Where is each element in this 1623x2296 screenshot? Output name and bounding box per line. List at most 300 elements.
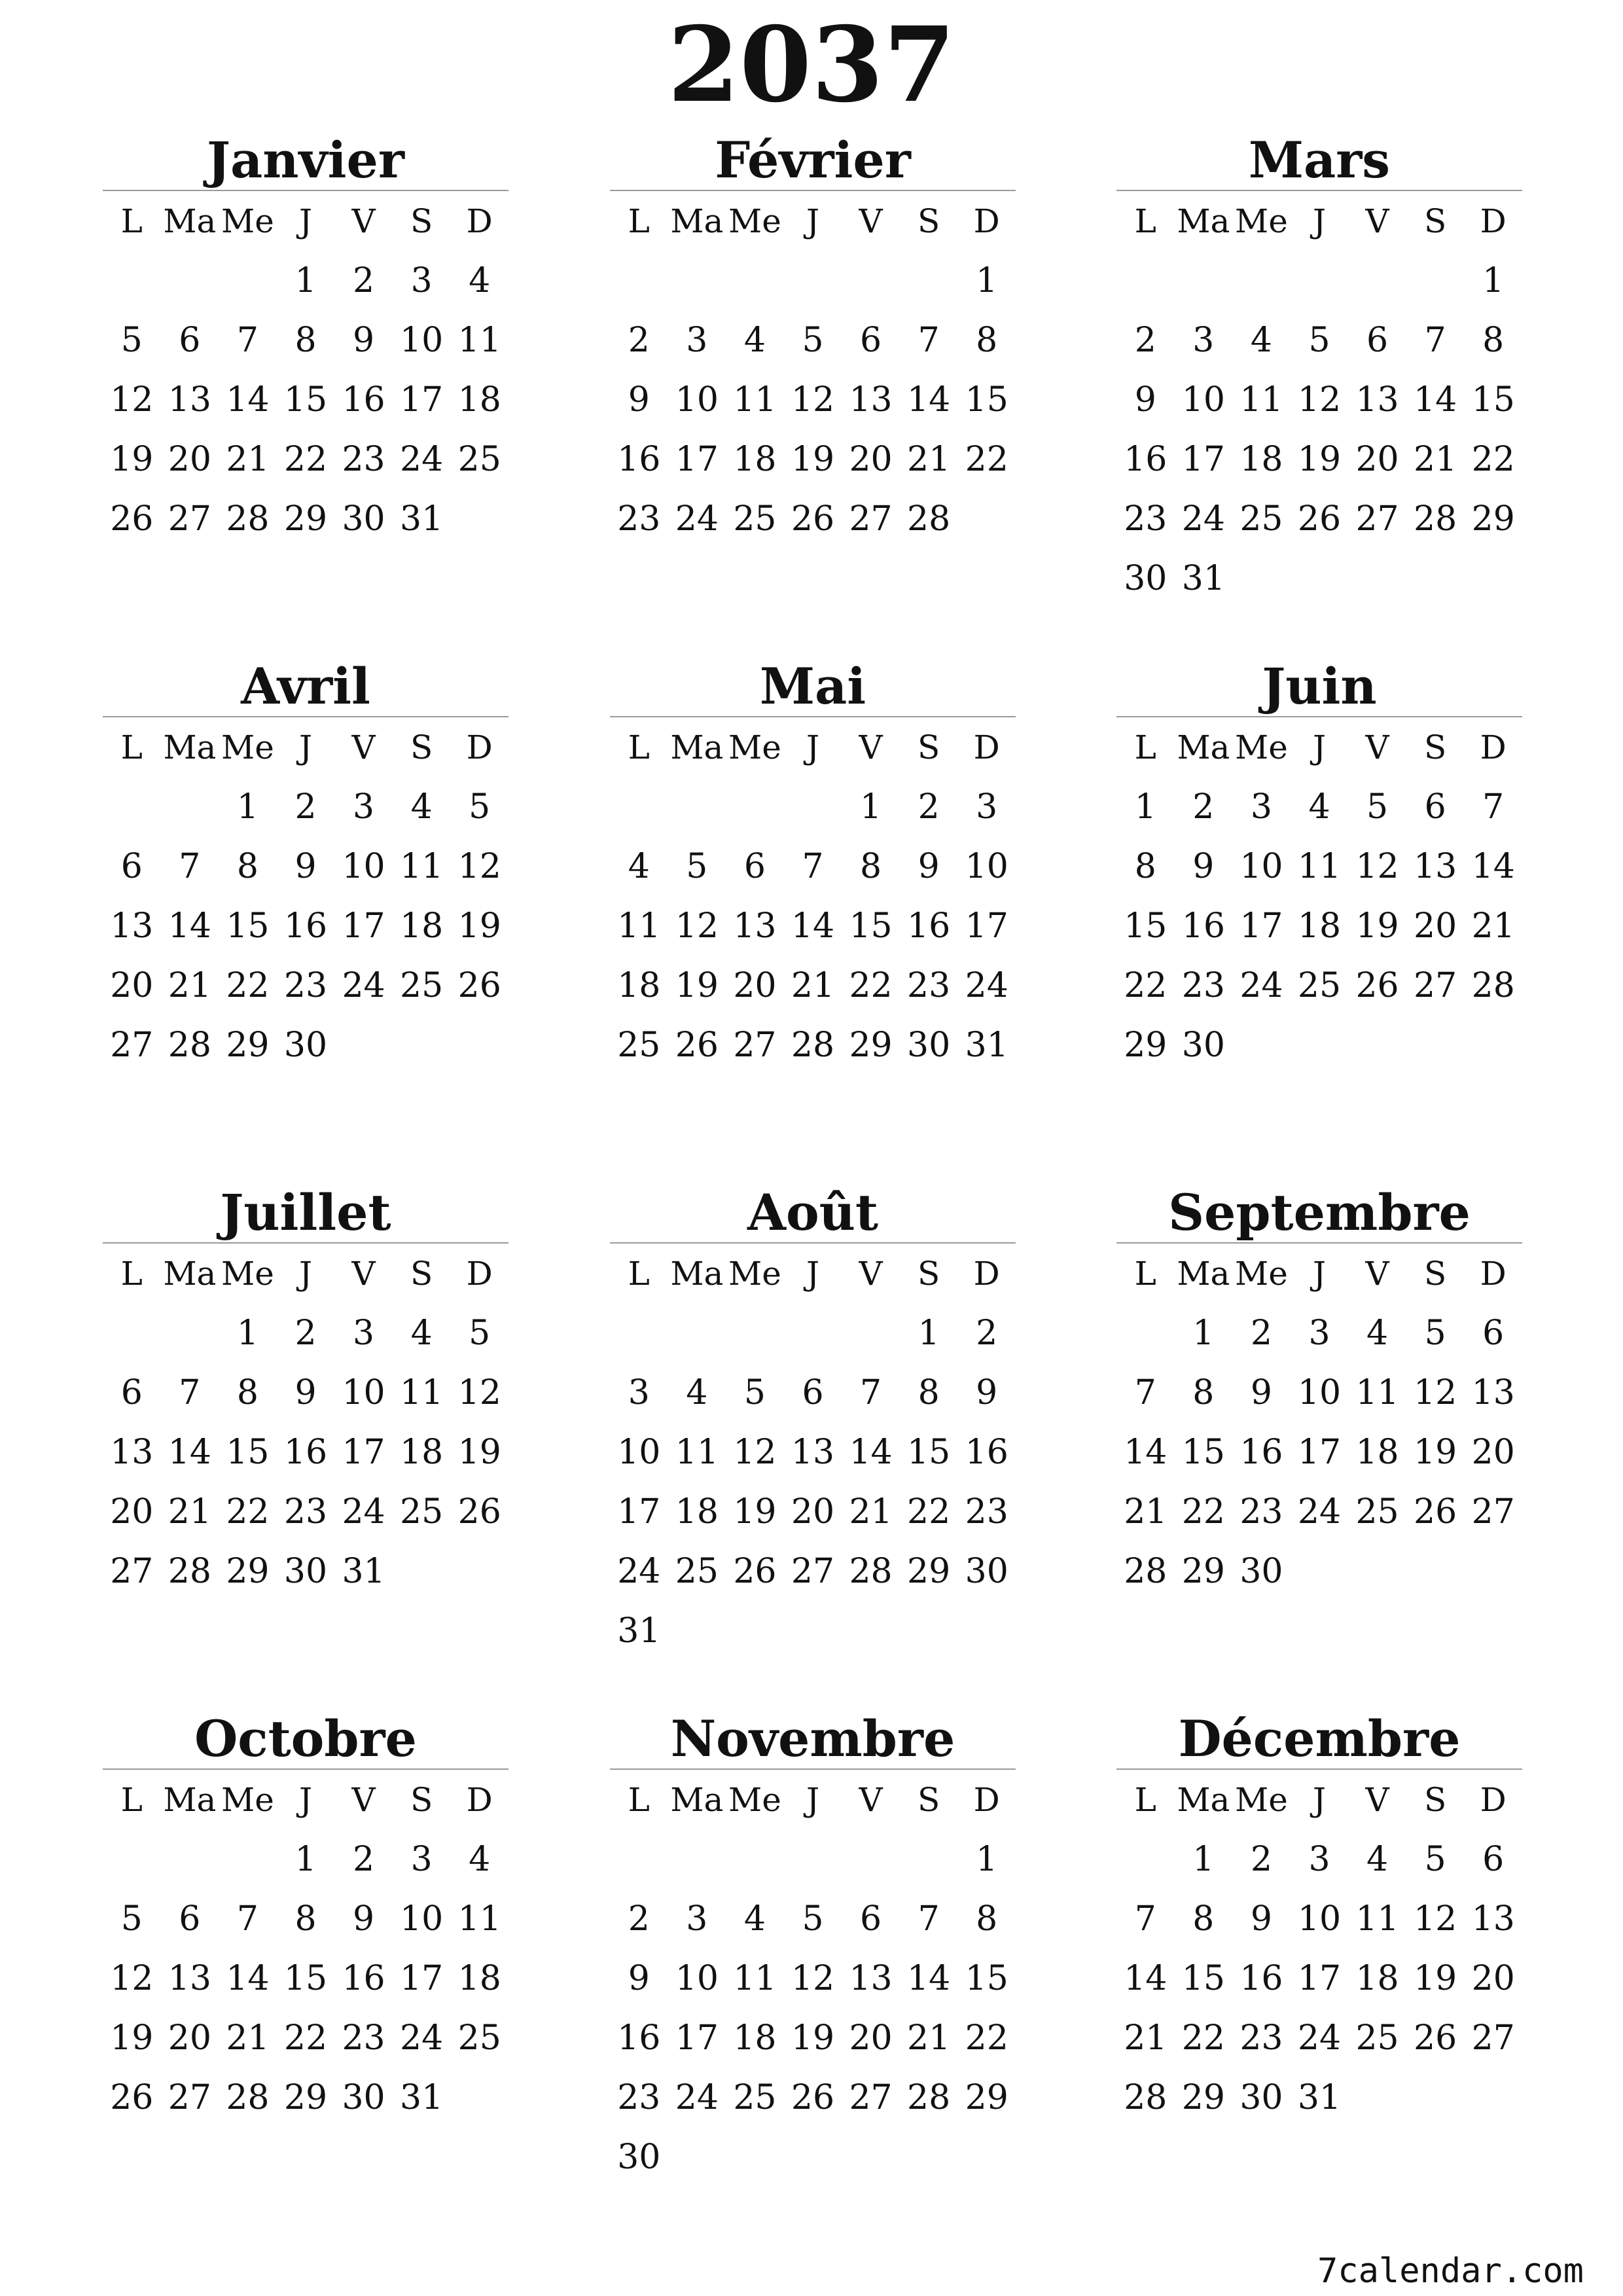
weekday-header: L xyxy=(120,1780,143,1819)
weekday-header: J xyxy=(1312,1780,1327,1819)
empty-day-cell xyxy=(784,1303,842,1363)
day-cell: 25 xyxy=(400,1492,444,1532)
day-cell: 9 xyxy=(1250,1899,1272,1939)
month-days-grid xyxy=(1116,1770,1522,2127)
month-days-grid xyxy=(1116,717,1522,1075)
day-cell: 1 xyxy=(1192,1313,1215,1353)
day-cell: 15 xyxy=(283,1958,328,1998)
day-cell: 18 xyxy=(457,380,501,420)
empty-day-cell xyxy=(842,1303,900,1363)
day-cell: 24 xyxy=(1240,965,1283,1005)
weekday-header: D xyxy=(1480,1780,1507,1819)
empty-day-cell xyxy=(161,1829,219,1889)
day-cell: 28 xyxy=(791,1025,835,1065)
weekday-header: Ma xyxy=(1177,1780,1230,1819)
weekday-header: V xyxy=(1365,202,1389,240)
day-cell: 17 xyxy=(617,1492,661,1532)
day-cell: 20 xyxy=(110,965,154,1005)
day-cell: 12 xyxy=(733,1432,777,1472)
site-credit: 7calendar.com xyxy=(1317,2251,1584,2291)
month-block xyxy=(103,131,508,548)
day-cell: 31 xyxy=(342,1551,385,1591)
day-cell: 7 xyxy=(236,1899,259,1939)
day-cell: 19 xyxy=(1414,1958,1457,1998)
day-cell: 24 xyxy=(675,499,719,539)
day-cell: 13 xyxy=(791,1432,835,1472)
day-cell: 23 xyxy=(283,965,328,1005)
weekday-header: S xyxy=(1424,202,1447,240)
weekday-header: V xyxy=(859,1780,883,1819)
day-cell: 19 xyxy=(1297,439,1342,479)
weekday-header: D xyxy=(466,1780,493,1819)
day-cell: 26 xyxy=(791,499,835,539)
day-cell: 18 xyxy=(733,2018,777,2058)
day-cell: 29 xyxy=(1124,1025,1168,1065)
day-cell: 26 xyxy=(1355,965,1399,1005)
day-cell: 20 xyxy=(1355,439,1399,479)
day-cell: 24 xyxy=(675,2077,719,2117)
day-cell: 3 xyxy=(976,787,998,827)
day-cell: 16 xyxy=(617,439,661,479)
month-name: Octobre xyxy=(194,1710,417,1768)
day-cell: 3 xyxy=(353,787,375,827)
day-cell: 26 xyxy=(110,2077,154,2117)
day-cell: 14 xyxy=(168,906,211,946)
day-cell: 17 xyxy=(342,906,385,946)
day-cell: 1 xyxy=(860,787,882,827)
month-days-grid xyxy=(610,1244,1016,1660)
day-cell: 6 xyxy=(743,846,766,886)
day-cell: 2 xyxy=(1134,320,1156,360)
day-cell: 10 xyxy=(1181,380,1225,420)
weekday-header: J xyxy=(298,1780,313,1819)
day-cell: 23 xyxy=(1181,965,1225,1005)
weekday-header: L xyxy=(628,728,650,766)
month-days-grid xyxy=(1116,191,1522,608)
day-cell: 25 xyxy=(1240,499,1283,539)
day-cell: 29 xyxy=(1181,1551,1225,1591)
day-cell: 8 xyxy=(236,1372,259,1412)
day-cell: 7 xyxy=(1482,787,1505,827)
weekday-header: V xyxy=(859,202,883,240)
empty-day-cell xyxy=(161,777,219,836)
day-cell: 4 xyxy=(1366,1839,1389,1879)
weekday-header: D xyxy=(973,202,1000,240)
day-cell: 25 xyxy=(675,1551,719,1591)
weekday-header: S xyxy=(1424,1254,1447,1293)
weekday-header: Me xyxy=(1235,728,1288,766)
day-cell: 4 xyxy=(469,260,491,300)
day-cell: 16 xyxy=(1240,1432,1283,1472)
weekday-header: Me xyxy=(221,728,274,766)
day-cell: 30 xyxy=(1240,1551,1283,1591)
day-cell: 12 xyxy=(1297,380,1342,420)
day-cell: 27 xyxy=(1471,2018,1515,2058)
day-cell: 2 xyxy=(628,1899,650,1939)
weekday-header: V xyxy=(1365,1254,1389,1293)
day-cell: 17 xyxy=(1297,1958,1342,1998)
day-cell: 7 xyxy=(179,846,201,886)
day-cell: 28 xyxy=(1471,965,1515,1005)
day-cell: 11 xyxy=(457,1899,501,1939)
month-block xyxy=(1116,1710,1522,2127)
day-cell: 19 xyxy=(791,439,835,479)
day-cell: 24 xyxy=(1297,2018,1342,2058)
day-cell: 14 xyxy=(226,380,270,420)
empty-day-cell xyxy=(668,251,726,310)
day-cell: 5 xyxy=(686,846,708,886)
day-cell: 13 xyxy=(1355,380,1399,420)
day-cell: 6 xyxy=(120,846,143,886)
day-cell: 5 xyxy=(120,1899,143,1939)
day-cell: 6 xyxy=(1482,1313,1505,1353)
day-cell: 8 xyxy=(1192,1372,1215,1412)
day-cell: 11 xyxy=(1297,846,1342,886)
day-cell: 19 xyxy=(110,2018,154,2058)
day-cell: 17 xyxy=(400,380,444,420)
weekday-header: Ma xyxy=(670,1254,724,1293)
day-cell: 19 xyxy=(110,439,154,479)
day-cell: 16 xyxy=(617,2018,661,2058)
empty-day-cell xyxy=(842,251,900,310)
weekday-header: L xyxy=(628,1254,650,1293)
day-cell: 24 xyxy=(617,1551,661,1591)
day-cell: 20 xyxy=(1414,906,1457,946)
month-days-grid xyxy=(103,191,508,548)
day-cell: 7 xyxy=(1424,320,1446,360)
day-cell: 14 xyxy=(226,1958,270,1998)
weekday-header: V xyxy=(351,728,376,766)
day-cell: 6 xyxy=(179,1899,201,1939)
weekday-header: J xyxy=(806,1254,820,1293)
day-cell: 10 xyxy=(617,1432,661,1472)
day-cell: 10 xyxy=(342,846,385,886)
day-cell: 30 xyxy=(283,1025,328,1065)
empty-day-cell xyxy=(668,777,726,836)
empty-day-cell xyxy=(103,1303,161,1363)
day-cell: 25 xyxy=(733,499,777,539)
day-cell: 29 xyxy=(283,499,328,539)
day-cell: 18 xyxy=(400,906,444,946)
month-name: Mai xyxy=(759,657,866,715)
day-cell: 5 xyxy=(1424,1313,1446,1353)
day-cell: 21 xyxy=(1471,906,1515,946)
weekday-header: J xyxy=(298,202,313,240)
day-cell: 11 xyxy=(400,846,444,886)
month-name: Août xyxy=(747,1183,879,1242)
day-cell: 22 xyxy=(907,1492,951,1532)
day-cell: 10 xyxy=(675,1958,719,1998)
month-name: Juillet xyxy=(220,1183,391,1242)
day-cell: 16 xyxy=(907,906,951,946)
weekday-header: L xyxy=(1134,1780,1156,1819)
empty-day-cell xyxy=(219,251,277,310)
day-cell: 2 xyxy=(628,320,650,360)
day-cell: 3 xyxy=(353,1313,375,1353)
weekday-header: V xyxy=(351,202,376,240)
day-cell: 9 xyxy=(976,1372,998,1412)
day-cell: 8 xyxy=(236,846,259,886)
day-cell: 31 xyxy=(1181,558,1225,598)
weekday-header: J xyxy=(1312,1254,1327,1293)
day-cell: 13 xyxy=(110,906,154,946)
day-cell: 21 xyxy=(168,965,211,1005)
day-cell: 16 xyxy=(1124,439,1168,479)
day-cell: 29 xyxy=(849,1025,893,1065)
day-cell: 19 xyxy=(457,906,501,946)
day-cell: 24 xyxy=(1181,499,1225,539)
weekday-header: J xyxy=(1312,728,1327,766)
weekday-header: Me xyxy=(1235,1254,1288,1293)
day-cell: 7 xyxy=(1134,1372,1156,1412)
day-cell: 23 xyxy=(283,1492,328,1532)
month-block xyxy=(103,1710,508,2127)
day-cell: 9 xyxy=(1250,1372,1272,1412)
day-cell: 10 xyxy=(675,380,719,420)
month-name: Avril xyxy=(241,657,370,715)
day-cell: 20 xyxy=(849,439,893,479)
day-cell: 4 xyxy=(469,1839,491,1879)
day-cell: 21 xyxy=(907,2018,951,2058)
day-cell: 5 xyxy=(743,1372,766,1412)
day-cell: 9 xyxy=(918,846,940,886)
day-cell: 2 xyxy=(1192,787,1215,827)
empty-day-cell xyxy=(103,777,161,836)
day-cell: 20 xyxy=(733,965,777,1005)
day-cell: 5 xyxy=(120,320,143,360)
day-cell: 17 xyxy=(675,2018,719,2058)
day-cell: 30 xyxy=(1181,1025,1225,1065)
day-cell: 18 xyxy=(1355,1958,1399,1998)
weekday-header: Ma xyxy=(1177,728,1230,766)
day-cell: 3 xyxy=(410,1839,433,1879)
day-cell: 26 xyxy=(457,965,501,1005)
weekday-header: L xyxy=(120,202,143,240)
weekday-header: Me xyxy=(221,1254,274,1293)
day-cell: 29 xyxy=(907,1551,951,1591)
day-cell: 1 xyxy=(294,260,317,300)
weekday-header: V xyxy=(859,1254,883,1293)
weekday-header: V xyxy=(859,728,883,766)
day-cell: 31 xyxy=(1297,2077,1342,2117)
weekday-header: S xyxy=(410,728,433,766)
month-name: Septembre xyxy=(1168,1183,1471,1242)
day-cell: 13 xyxy=(849,1958,893,1998)
day-cell: 30 xyxy=(283,1551,328,1591)
day-cell: 12 xyxy=(1414,1372,1457,1412)
day-cell: 15 xyxy=(226,1432,270,1472)
weekday-header: Ma xyxy=(670,728,724,766)
empty-day-cell xyxy=(726,777,784,836)
empty-day-cell xyxy=(726,251,784,310)
empty-day-cell xyxy=(161,1303,219,1363)
day-cell: 28 xyxy=(226,2077,270,2117)
empty-day-cell xyxy=(842,1829,900,1889)
day-cell: 22 xyxy=(1181,1492,1225,1532)
weekday-header: Me xyxy=(728,202,781,240)
empty-day-cell xyxy=(784,251,842,310)
day-cell: 22 xyxy=(1124,965,1168,1005)
day-cell: 18 xyxy=(675,1492,719,1532)
day-cell: 30 xyxy=(1124,558,1168,598)
day-cell: 9 xyxy=(628,1958,650,1998)
month-name: Mars xyxy=(1248,131,1391,189)
day-cell: 13 xyxy=(110,1432,154,1472)
day-cell: 10 xyxy=(400,320,444,360)
day-cell: 7 xyxy=(918,320,940,360)
day-cell: 10 xyxy=(1297,1372,1342,1412)
weekday-header: Me xyxy=(728,728,781,766)
day-cell: 27 xyxy=(791,1551,835,1591)
day-cell: 17 xyxy=(675,439,719,479)
weekday-header: Ma xyxy=(1177,202,1230,240)
day-cell: 24 xyxy=(965,965,1008,1005)
day-cell: 13 xyxy=(849,380,893,420)
weekday-header: L xyxy=(1134,728,1156,766)
empty-day-cell xyxy=(161,251,219,310)
day-cell: 8 xyxy=(860,846,882,886)
day-cell: 13 xyxy=(733,906,777,946)
weekday-header: Ma xyxy=(163,1780,217,1819)
day-cell: 5 xyxy=(802,1899,824,1939)
day-cell: 27 xyxy=(168,2077,211,2117)
month-name: Juin xyxy=(1262,657,1377,715)
weekday-header: V xyxy=(351,1254,376,1293)
day-cell: 16 xyxy=(1181,906,1225,946)
day-cell: 12 xyxy=(1414,1899,1457,1939)
empty-day-cell xyxy=(1406,251,1465,310)
day-cell: 1 xyxy=(918,1313,940,1353)
day-cell: 1 xyxy=(1134,787,1156,827)
day-cell: 17 xyxy=(1240,906,1283,946)
weekday-header: Ma xyxy=(163,728,217,766)
day-cell: 23 xyxy=(617,2077,661,2117)
day-cell: 18 xyxy=(733,439,777,479)
day-cell: 26 xyxy=(457,1492,501,1532)
empty-day-cell xyxy=(784,1829,842,1889)
day-cell: 27 xyxy=(110,1551,154,1591)
day-cell: 29 xyxy=(226,1551,270,1591)
day-cell: 26 xyxy=(1297,499,1342,539)
weekday-header: S xyxy=(410,1780,433,1819)
day-cell: 7 xyxy=(860,1372,882,1412)
day-cell: 28 xyxy=(907,2077,951,2117)
weekday-header: J xyxy=(806,1780,820,1819)
day-cell: 15 xyxy=(849,906,893,946)
day-cell: 16 xyxy=(283,906,328,946)
weekday-header: Ma xyxy=(163,202,217,240)
day-cell: 15 xyxy=(965,1958,1008,1998)
empty-day-cell xyxy=(1116,1303,1175,1363)
day-cell: 9 xyxy=(294,846,317,886)
day-cell: 27 xyxy=(849,499,893,539)
weekday-header: Ma xyxy=(1177,1254,1230,1293)
weekday-header: D xyxy=(973,1780,1000,1819)
day-cell: 11 xyxy=(617,906,661,946)
day-cell: 21 xyxy=(1124,2018,1168,2058)
day-cell: 2 xyxy=(918,787,940,827)
weekday-header: J xyxy=(806,728,820,766)
day-cell: 28 xyxy=(1414,499,1457,539)
day-cell: 24 xyxy=(342,965,385,1005)
empty-day-cell xyxy=(1291,251,1349,310)
weekday-header: V xyxy=(1365,728,1389,766)
weekday-header: D xyxy=(973,1254,1000,1293)
day-cell: 15 xyxy=(1181,1432,1225,1472)
day-cell: 12 xyxy=(791,380,835,420)
day-cell: 18 xyxy=(1240,439,1283,479)
day-cell: 15 xyxy=(965,380,1008,420)
day-cell: 23 xyxy=(342,2018,385,2058)
day-cell: 9 xyxy=(353,1899,375,1939)
day-cell: 15 xyxy=(1124,906,1168,946)
month-block xyxy=(610,1710,1016,2187)
day-cell: 13 xyxy=(1414,846,1457,886)
month-block xyxy=(1116,1183,1522,1601)
day-cell: 2 xyxy=(294,787,317,827)
day-cell: 7 xyxy=(1134,1899,1156,1939)
empty-day-cell xyxy=(1348,251,1406,310)
empty-day-cell xyxy=(668,1829,726,1889)
day-cell: 25 xyxy=(1355,1492,1399,1532)
day-cell: 14 xyxy=(907,1958,951,1998)
day-cell: 4 xyxy=(743,1899,766,1939)
day-cell: 6 xyxy=(860,320,882,360)
day-cell: 8 xyxy=(976,320,998,360)
day-cell: 21 xyxy=(226,439,270,479)
day-cell: 28 xyxy=(168,1025,211,1065)
day-cell: 21 xyxy=(791,965,835,1005)
empty-day-cell xyxy=(900,251,958,310)
weekday-header: J xyxy=(806,202,820,240)
day-cell: 21 xyxy=(226,2018,270,2058)
month-days-grid xyxy=(610,191,1016,548)
weekday-header: D xyxy=(1480,728,1507,766)
day-cell: 28 xyxy=(849,1551,893,1591)
day-cell: 5 xyxy=(1308,320,1330,360)
day-cell: 16 xyxy=(342,380,385,420)
day-cell: 31 xyxy=(965,1025,1008,1065)
day-cell: 27 xyxy=(733,1025,777,1065)
day-cell: 30 xyxy=(1240,2077,1283,2117)
day-cell: 10 xyxy=(342,1372,385,1412)
month-block xyxy=(610,1183,1016,1660)
weekday-header: Me xyxy=(1235,1780,1288,1819)
weekday-header: Me xyxy=(1235,202,1288,240)
day-cell: 21 xyxy=(1124,1492,1168,1532)
day-cell: 24 xyxy=(400,2018,444,2058)
day-cell: 26 xyxy=(1414,2018,1457,2058)
day-cell: 23 xyxy=(1240,1492,1283,1532)
day-cell: 1 xyxy=(1192,1839,1215,1879)
weekday-header: S xyxy=(1424,728,1447,766)
day-cell: 6 xyxy=(1482,1839,1505,1879)
day-cell: 19 xyxy=(1355,906,1399,946)
day-cell: 26 xyxy=(791,2077,835,2117)
day-cell: 4 xyxy=(410,787,433,827)
day-cell: 5 xyxy=(469,1313,491,1353)
month-block xyxy=(1116,657,1522,1075)
day-cell: 10 xyxy=(1240,846,1283,886)
weekday-header: D xyxy=(466,202,493,240)
day-cell: 25 xyxy=(457,439,501,479)
weekday-header: V xyxy=(1365,1780,1389,1819)
day-cell: 23 xyxy=(965,1492,1008,1532)
day-cell: 18 xyxy=(400,1432,444,1472)
month-name: Novembre xyxy=(670,1710,955,1768)
day-cell: 9 xyxy=(1192,846,1215,886)
day-cell: 26 xyxy=(675,1025,719,1065)
